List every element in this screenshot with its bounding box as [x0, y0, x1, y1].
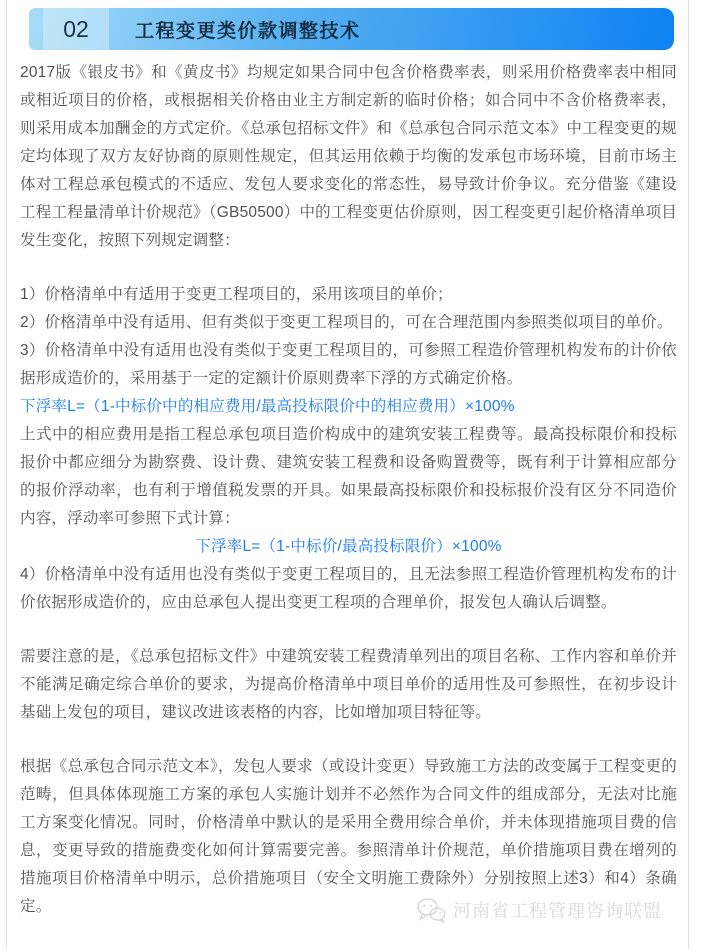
section-title: 工程变更类价款调整技术 [135, 20, 361, 42]
list-item-3: 3）价格清单中没有适用也没有类似于变更工程项目的，可参照工程造价管理机构发布的计价依据形成造价的，采用基于一定的定额计价原则费率下浮的方式确定价格。 [20, 342, 677, 387]
paragraph-fee-explanation: 上式中的相应费用是指工程总承包项目造价构成中的建筑安装工程费等。最高投标限价和投标报价中都应细分为勘察费、设计费、建筑安装工程费和设备购置费等，既有利于计算相应部分的报价浮动率，也有利于增值税发票的开具。如果最高投标限价和投标报价没有区分不同造价内容，浮动率可参照下式计算： [20, 426, 677, 527]
section-header [29, 8, 674, 50]
paragraph-note: 需要注意的是，《总承包招标文件》中建筑安装工程费清单列出的项目名称、工作内容和单价并不能满足确定综合单价的要求，为提高价格清单中项目单价的适用性及可参照性，在初步设计基础上发包的项目，建议改进该表格的内容，比如增加项目特征等。 [20, 648, 677, 721]
list-item-4: 4）价格清单中没有适用也没有类似于变更工程项目的，且无法参照工程造价管理机构发布的计价依据形成造价的，应由总承包人提出变更工程项的合理单价，报发包人确认后调整。 [20, 566, 677, 611]
list-item-1: 1）价格清单中有适用于变更工程项目的，采用该项目的单价； [20, 286, 453, 303]
list-item-2: 2）价格清单中没有适用、但有类似于变更工程项目的，可在合理范围内参照类似项目的单价。 [20, 314, 673, 331]
section-number: 02 [43, 8, 109, 50]
paragraph-intro: 2017版《银皮书》和《黄皮书》均规定如果合同中包含价格费率表，则采用价格费率表中相同或相近项目的价格，或根据相关价格由业主方制定新的临时价格；如合同中不含价格费率表，则采用成本加酬金的方式定价。《总承包招标文件》和《总承包合同示范文本》中工程变更的规定均体现了双方友好协商的原则性规定，但其运用依赖于均衡的发承包市场环境，目前市场主体对工程总承包模式的不适应、发包人要求变化的常态性，易导致计价争议。充分借鉴《建设工程工程量清单计价规范》（GB50500）中的工程变更估价原则，因工程变更引起价格清单项目发生变化，按照下列规定调整： [20, 64, 677, 249]
article-page [6, 0, 689, 949]
watermark [416, 897, 662, 923]
watermark-label: 河南省工程管理咨询联盟 [453, 901, 662, 921]
formula-downfloat-rate-simple: 下浮率L=（1-中标价/最高投标限价）×100% [195, 538, 502, 555]
formula-downfloat-rate-detailed: 下浮率L=（1-中标价中的相应费用/最高投标限价中的相应费用）×100% [20, 398, 515, 415]
wechat-icon [416, 897, 446, 923]
paragraph-contract-model: 根据《总承包合同示范文本》，发包人要求（或设计变更）导致施工方法的改变属于工程变更的范畴，但具体体现施工方案的承包人实施计划并不必然作为合同文件的组成部分，无法对比施工方案变化情况。同时，价格清单中默认的是采用全费用综合单价，并未体现措施项目费的信息，变更导致的措施费变化如何计算需要完善。参照清单计价规范，单价措施项目费在增列的措施项目价格清单中明示，总价措施项目（安全文明施工费除外）分别按照上述3）和4）条确定。 [20, 758, 677, 915]
